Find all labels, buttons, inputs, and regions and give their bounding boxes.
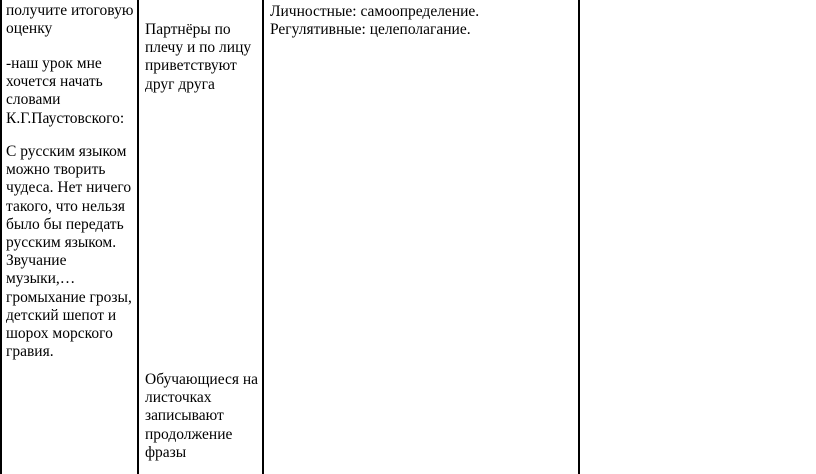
teacher-text-intro: -наш урок мне хочется начать словами К.Г.Паустовского: bbox=[6, 55, 125, 127]
table-divider-1 bbox=[137, 0, 139, 474]
outcome-regulatory: Регулятивные: целеполагание. bbox=[270, 21, 471, 39]
teacher-text-grade: получите итоговую оценку bbox=[6, 2, 134, 38]
table-border-right bbox=[578, 0, 580, 474]
teacher-text-quote: С русским языком можно творить чудеса. Нет ничего такого, что нельзя было бы передать русским языком. Звучание музыки,… громыхание грозы, детский шепот и шорох морского гравия. bbox=[6, 143, 132, 361]
table-divider-2 bbox=[262, 0, 264, 474]
outcome-personal: Личностные: самоопределение. bbox=[270, 3, 480, 20]
student-text-greeting: Партнёры по плечу и по лицу приветствуют друг друга bbox=[145, 21, 252, 93]
teacher-activity-cell bbox=[6, 0, 136, 474]
student-activity-cell bbox=[145, 0, 261, 474]
table-border-left bbox=[0, 0, 2, 474]
learning-outcomes-cell bbox=[270, 0, 575, 474]
student-text-writing: Обучающиеся на листочках записывают продолжение фразы bbox=[145, 371, 259, 461]
